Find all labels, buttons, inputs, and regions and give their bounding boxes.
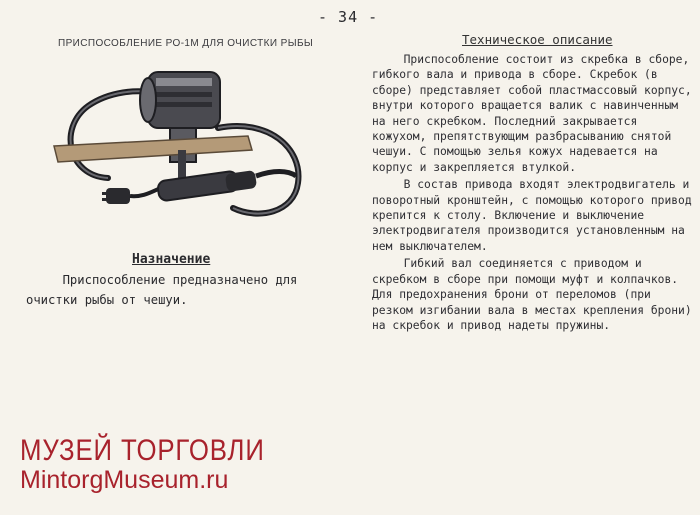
description-paragraph-1: Приспособление состоит из скребка в сборе, гибкого вала и привода в сборе. Скребок (в сборе) представляет собой пластмассовый корпус, внутри которого вращается валик с навинченным на него скребком. Последний закрывается кожухом, препятствующим разбрасыванию снятой чешуи. С помощью зелья кожух надевается на корпус и закрепляется втулкой. <box>372 53 692 174</box>
museum-watermark-title: МУЗЕЙ ТОРГОВЛИ <box>20 434 265 467</box>
description-paragraph-2: В состав привода входят электродвигатель и поворотный кронштейн, с помощью которого привод крепится к столу. Включение и выключение электродвигателя производится установленным на нем выключателем. <box>372 178 692 253</box>
purpose-text <box>26 270 336 310</box>
page-number: - 34 - <box>318 8 379 26</box>
technical-description-heading: Техническое описание <box>462 32 613 47</box>
fish-scaler-device-illustration <box>48 58 338 228</box>
description-paragraph-3: Гибкий вал соединяется с приводом и скребком в сборе при помощи муфт и колпачков. Для предохранения брони от переломов (при резком изгибании вала в местах крепления брони) на скребок и привод надеты пружины. <box>372 257 692 332</box>
technical-description-body <box>372 52 694 335</box>
purpose-heading: Назначение <box>132 252 211 267</box>
purpose-paragraph: Приспособление предназначено для очистки рыбы от чешуи. <box>26 273 298 307</box>
device-title: ПРИСПОСОБЛЕНИЕ РО-1М ДЛЯ ОЧИСТКИ РЫБЫ <box>58 38 314 49</box>
museum-watermark-url: MintorgMuseum.ru <box>20 466 229 494</box>
